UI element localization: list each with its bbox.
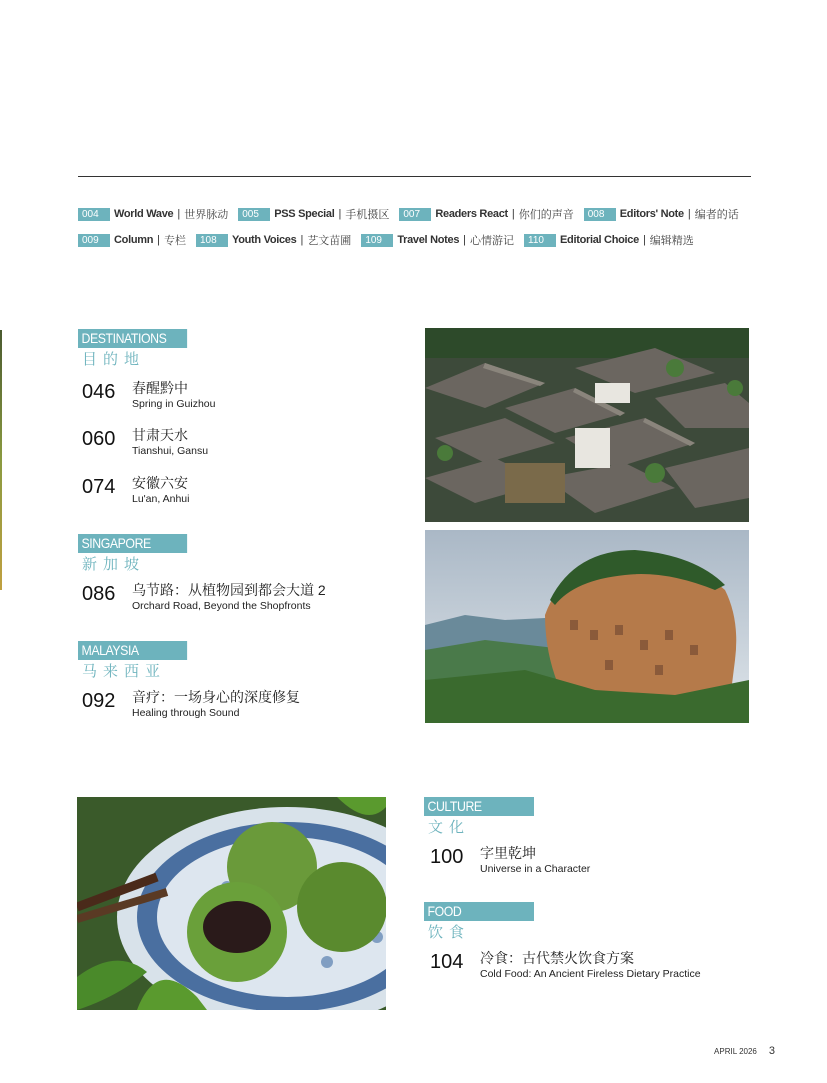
dept-world-wave[interactable]: 004 World Wave | 世界脉动	[78, 206, 228, 222]
dept-youth-voices[interactable]: 108 Youth Voices | 艺文苗圃	[196, 232, 351, 248]
village-illustration	[425, 328, 749, 522]
section-tab: DESTINATIONS	[78, 329, 187, 348]
village-rooftops-photo	[425, 328, 749, 522]
page-footer	[714, 1045, 775, 1057]
toc-entry[interactable]	[82, 475, 189, 506]
section-destinations	[78, 329, 202, 370]
entry-title-en: Healing through Sound	[132, 707, 240, 719]
top-divider	[78, 176, 751, 177]
issue-date: APRIL 2026	[714, 1046, 757, 1056]
section-malaysia	[78, 641, 202, 682]
section-title-zh: 马来西亚	[82, 663, 167, 680]
dept-travel-notes[interactable]: 109 Travel Notes | 心情游记	[361, 232, 514, 248]
page-number: 092	[82, 690, 116, 712]
entry-title-en: Orchard Road, Beyond the Shopfronts	[132, 600, 311, 612]
section-tab: CULTURE	[424, 797, 534, 816]
page-number: 060	[82, 428, 116, 450]
page-number: 100	[430, 846, 464, 868]
page-number-footer: 3	[768, 1045, 775, 1057]
departments-row-2	[78, 232, 704, 248]
section-tab: MALAYSIA	[78, 641, 187, 660]
entry-title-zh: 安徽六安	[132, 475, 188, 491]
departments-row-1	[78, 206, 749, 222]
qingtuan-food-photo	[77, 797, 386, 1010]
entry-title-en: Spring in Guizhou	[132, 398, 216, 410]
food-illustration	[77, 797, 386, 1010]
toc-entry[interactable]	[82, 689, 300, 720]
section-singapore	[78, 534, 202, 575]
page-number: 074	[82, 476, 116, 498]
dept-pss-special[interactable]: 005 PSS Special | 手机摄区	[238, 206, 389, 222]
toc-entry[interactable]	[82, 427, 208, 458]
entry-title-en: Cold Food: An Ancient Fireless Dietary Practice	[480, 968, 701, 980]
page-edge-strip	[0, 330, 2, 590]
toc-entry[interactable]	[430, 950, 701, 981]
toc-entry[interactable]	[82, 380, 215, 411]
dept-editorial-choice[interactable]: 110 Editorial Choice | 编辑精选	[524, 232, 694, 248]
section-culture	[424, 797, 549, 838]
section-title-zh: 目的地	[82, 351, 146, 368]
section-tab: FOOD	[424, 902, 534, 921]
section-tab: SINGAPORE	[78, 534, 187, 553]
entry-title-zh: 音疗：一场身心的深度修复	[132, 689, 300, 705]
mountain-grotto-photo	[425, 530, 749, 723]
page-number: 046	[82, 381, 116, 403]
entry-title-zh: 甘肃天水	[132, 427, 188, 443]
dept-column[interactable]: 009 Column | 专栏	[78, 232, 186, 248]
section-title-zh: 饮食	[428, 924, 471, 941]
dept-readers-react[interactable]: 007 Readers React | 你们的声音	[399, 206, 573, 222]
section-title-zh: 文化	[428, 819, 471, 836]
dept-editors-note[interactable]: 008 Editors' Note | 编者的话	[584, 206, 739, 222]
toc-entry[interactable]	[430, 845, 590, 876]
page-number: 086	[82, 583, 116, 605]
mountain-illustration	[425, 530, 749, 723]
section-title-zh: 新加坡	[82, 556, 146, 573]
entry-title-en: Universe in a Character	[480, 863, 591, 875]
entry-title-zh: 春醒黔中	[132, 380, 188, 396]
entry-title-en: Lu'an, Anhui	[132, 493, 190, 505]
toc-entry[interactable]	[82, 582, 326, 613]
entry-title-zh: 冷食：古代禁火饮食方案	[480, 950, 634, 966]
entry-title-zh: 乌节路：从植物园到都会大道 2	[132, 582, 326, 598]
section-food	[424, 902, 549, 943]
entry-title-zh: 字里乾坤	[480, 845, 536, 861]
page-number: 104	[430, 951, 464, 973]
entry-title-en: Tianshui, Gansu	[132, 445, 209, 457]
